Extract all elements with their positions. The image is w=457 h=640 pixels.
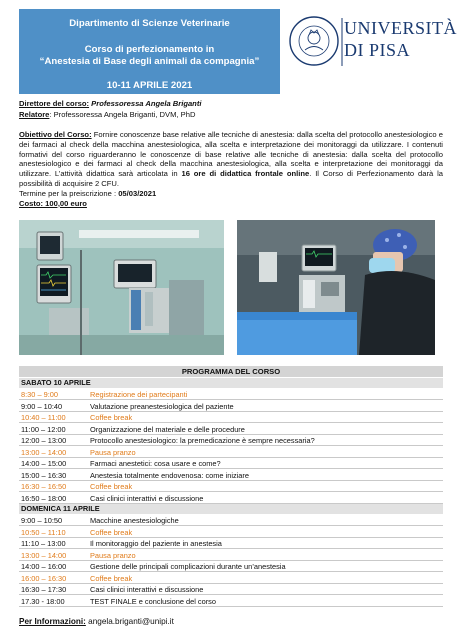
speaker-line <box>19 110 443 120</box>
schedule-activity: Farmaci anestetici: cosa usare e come? <box>90 459 221 468</box>
schedule-row <box>19 447 443 458</box>
schedule-time: 10:40 – 11:00 <box>21 413 66 422</box>
schedule-row <box>19 389 443 400</box>
schedule-time: 13:00 – 14:00 <box>21 550 67 560</box>
anesthesia-monitors-photo <box>19 220 224 355</box>
objective-text-2: . Il Corso di Perfezionamento darà la possibilità di acquisire 2 CFU. <box>19 169 443 188</box>
schedule-activity: Il monitoraggio del paziente in anestesia <box>90 539 222 548</box>
course-header <box>19 9 280 94</box>
director-value: Professoressa Angela Briganti <box>91 99 202 108</box>
schedule-activity: Casi clinici interattivi e discussione <box>90 585 204 594</box>
schedule-time: 8:30 – 9:00 <box>21 390 58 399</box>
course-dates: 10-11 APRILE 2021 <box>106 80 193 91</box>
cost-text: Costo: 100,00 euro <box>19 198 87 208</box>
schedule-time: 16:00 – 16:30 <box>21 573 67 583</box>
day2-header: DOMENICA 11 APRILE <box>19 504 443 514</box>
schedule-time: 9:00 – 10:50 <box>21 516 63 525</box>
schedule-activity: Anestesia totalmente endovenosa: come iniziare <box>90 470 249 480</box>
schedule-row <box>19 458 443 469</box>
course-title-line1: Corso di perfezionamento in <box>84 44 215 55</box>
director-line <box>19 99 443 109</box>
speaker-value: : Professoressa Angela Briganti, DVM, PhD <box>49 110 196 119</box>
schedule-row <box>19 573 443 584</box>
schedule-time: 14:00 – 16:00 <box>21 562 67 571</box>
deadline-value: 05/03/2021 <box>118 188 157 198</box>
schedule-row <box>19 435 443 446</box>
director-label: Direttore del corso: <box>19 99 90 108</box>
info-email[interactable]: angela.briganti@unipi.it <box>88 617 174 626</box>
schedule-row <box>19 550 443 561</box>
schedule-row <box>19 424 443 435</box>
info-line <box>19 617 174 626</box>
schedule-activity: Registrazione dei partecipanti <box>90 390 188 399</box>
schedule-time: 11:10 – 13:00 <box>21 539 66 548</box>
schedule-activity: TEST FINALE e conclusione del corso <box>90 596 216 606</box>
schedule-row <box>19 596 443 607</box>
schedule-time: 17.30 - 18:00 <box>21 596 65 606</box>
schedule-activity: Casi clinici interattivi e discussione <box>90 493 204 503</box>
schedule-activity: Pausa pranzo <box>90 447 136 457</box>
schedule-activity: Coffee break <box>90 527 133 537</box>
schedule-activity: Coffee break <box>90 413 133 422</box>
objective-label: Obiettivo del Corso: <box>19 130 92 139</box>
schedule-row <box>19 412 443 423</box>
department-title: Dipartimento di Scienze Veterinarie <box>69 18 230 29</box>
schedule-time: 10:50 – 11:10 <box>21 527 66 537</box>
schedule-time: 16:30 – 17:30 <box>21 585 67 594</box>
university-name-line2: DI PISA <box>344 40 411 60</box>
day1-header: SABATO 10 APRILE <box>19 378 443 388</box>
schedule-row <box>19 584 443 595</box>
info-label: Per Informazioni: <box>19 617 86 626</box>
university-name-line1: UNIVERSITÀ <box>344 18 457 38</box>
schedule-activity: Valutazione preanestesiologica del paziente <box>90 401 234 411</box>
schedule-row <box>19 561 443 572</box>
course-objective <box>19 130 443 208</box>
schedule-time: 15:00 – 16:30 <box>21 470 67 480</box>
schedule-activity: Organizzazione del materiale e delle procedure <box>90 424 245 434</box>
schedule-row <box>19 401 443 412</box>
schedule-activity: Coffee break <box>90 482 133 491</box>
objective-highlight: 16 ore di didattica frontale online <box>181 169 310 179</box>
program-title: PROGRAMMA DEL CORSO <box>19 366 443 377</box>
schedule-time: 16:30 – 16:50 <box>21 482 67 491</box>
schedule-activity: Macchine anestesiologiche <box>90 516 179 525</box>
course-title-line2: “Anestesia di Base degli animali da compagnia” <box>39 56 260 67</box>
schedule-row <box>19 493 443 504</box>
schedule-time: 16:50 – 18:00 <box>21 493 67 503</box>
schedule-time: 12:00 – 13:00 <box>21 436 67 445</box>
schedule-row <box>19 515 443 526</box>
schedule-activity: Coffee break <box>90 573 133 583</box>
schedule-time: 11:00 – 12:00 <box>21 424 66 434</box>
schedule-row <box>19 527 443 538</box>
veterinarian-anesthesia-photo <box>237 220 435 355</box>
schedule-row <box>19 538 443 549</box>
schedule-activity: Pausa pranzo <box>90 550 136 560</box>
objective-text-1: Fornire conoscenze base relative alle tecniche di anestesia: dalla scelta del protocollo anestesiologico e dei farmaci al check della macchina anestesiologica, alla scelta e interpretazione dei monitoraggi da utilizzare. I contenuti formativi del corso riguarderanno le conoscenze di base relative alle tecniche di anestesia: dalla scelta del protocollo anestesiologico e dei farmaci al check della macchina anestesiologica, alla scelta e interpretazione dei monitoraggi da utilizzare. L’attività didattica sarà articolata in <box>19 130 443 179</box>
deadline-label: Termine per la preiscrizione : <box>19 188 119 198</box>
schedule-row <box>19 470 443 481</box>
schedule-time: 13:00 – 14:00 <box>21 447 67 457</box>
schedule-time: 14:00 – 15:00 <box>21 459 67 468</box>
schedule-time: 9:00 – 10:40 <box>21 401 63 411</box>
speaker-label: Relatore <box>19 110 50 119</box>
schedule-activity: Gestione delle principali complicazioni durante un’anestesia <box>90 562 286 571</box>
schedule-activity: Protocollo anestesiologico: la premedicazione è sempre necessaria? <box>90 436 315 445</box>
schedule-row <box>19 481 443 492</box>
